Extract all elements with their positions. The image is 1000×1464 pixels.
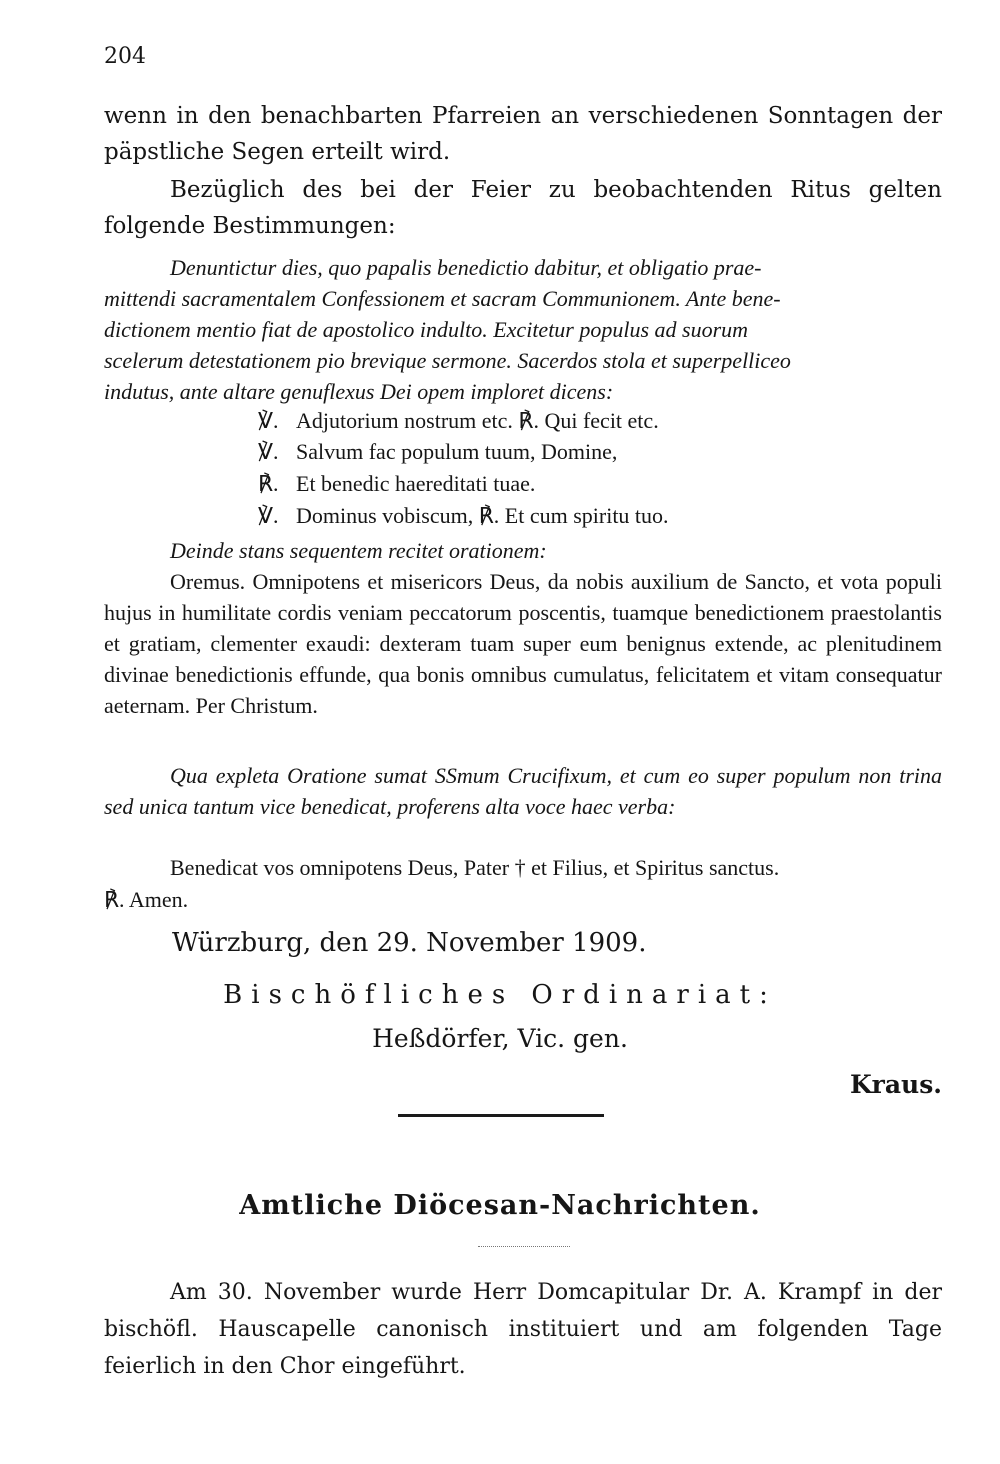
versicle-text: Adjutorium nostrum etc. ℟. Qui fecit etc. xyxy=(296,408,659,433)
versicle-symbol: ℣. xyxy=(258,503,279,528)
amen-response: ℟. Amen. xyxy=(104,887,189,912)
section-title: Amtliche Diöcesan-Nachrichten. xyxy=(239,1190,761,1221)
versicle-text: Dominus vobiscum, ℟. Et cum spiritu tuo. xyxy=(296,503,669,528)
deinde-instruction: Deinde stans sequentem recitet orationem: xyxy=(170,538,547,563)
versicle-line xyxy=(258,503,669,529)
latin-line: Denuntictur dies, quo papalis benedictio dabitur, et obligatio prae- xyxy=(170,255,762,280)
news-text: Am 30. November wurde Herr Domcapitular Dr. A. Krampf in der bischöfl. Hauscapelle canonisch instituiert und am folgenden Tage feierlich in den Chor eingeführt. xyxy=(104,1280,942,1379)
diocesan-news xyxy=(104,1274,942,1385)
versicle-text: Salvum fac populum tuum, Domine, xyxy=(296,439,618,464)
benedicat-formula: Benedicat vos omnipotens Deus, Pater † et Filius, et Spiritus sanctus. xyxy=(170,855,780,880)
versicle-symbol: ℟. xyxy=(258,471,279,496)
signatory-vicar-general: Heßdörfer, Vic. gen. xyxy=(372,1024,628,1053)
signatory-kraus: Kraus. xyxy=(849,1070,942,1099)
date-line: Würzburg, den 29. November 1909. xyxy=(172,928,647,958)
versicle-symbol: ℣. xyxy=(258,408,279,433)
latin-line: scelerum detestationem pio brevique sermone. Sacerdos stola et superpelliceo xyxy=(104,348,791,373)
versicle-line xyxy=(258,439,617,465)
section-divider xyxy=(398,1114,604,1117)
text-continuation: wenn in den benachbarten Pfarreien an verschiedenen Sonntagen der päpstliche Segen erteilt wird. xyxy=(104,103,942,165)
latin-line: dictionem mentio fiat de apostolico indulto. Excitetur populus ad suorum xyxy=(104,317,749,342)
office-name: Bischöfliches Ordinariat: xyxy=(223,980,777,1010)
page-number: 204 xyxy=(104,44,146,69)
oremus-prayer: Oremus. Omnipotens et misericors Deus, da nobis auxilium de Sancto, et vota populi hujus in humilitate cordis veniam peccatorum poscentis, tuamque benedictionem praestolantis et gratiam, clementer exaudi: dexteram tuam super eum benignus extende, ac plenitudinem divinae benedictionis effunde, qua bonis omnibus cumulatus, felicitatem et vitam consequatur aeternam. Per Christum. xyxy=(104,569,942,718)
qua-instruction: Qua expleta Oratione sumat SSmum Crucifixum, et cum eo super populum non trina sed unica tantum vice benedicat, proferens alta voce haec verba: xyxy=(104,763,942,819)
latin-instructions xyxy=(104,252,942,407)
versicle-text: Et benedic haereditati tuae. xyxy=(296,471,536,496)
text-rite-intro: Bezüglich des bei der Feier zu beobachtenden Ritus gelten folgende Bestimmungen: xyxy=(104,177,942,239)
title-ornament xyxy=(478,1246,570,1247)
versicle-symbol: ℣. xyxy=(258,439,279,464)
paragraph-benediction-note xyxy=(104,98,942,170)
latin-line: mittendi sacramentalem Confessionem et sacram Communionem. Ante bene- xyxy=(104,286,781,311)
versicle-line xyxy=(258,471,535,497)
latin-line: indutus, ante altare genuflexus Dei opem imploret dicens: xyxy=(104,379,614,404)
paragraph-rite-intro xyxy=(104,172,942,244)
versicle-line xyxy=(258,408,659,434)
